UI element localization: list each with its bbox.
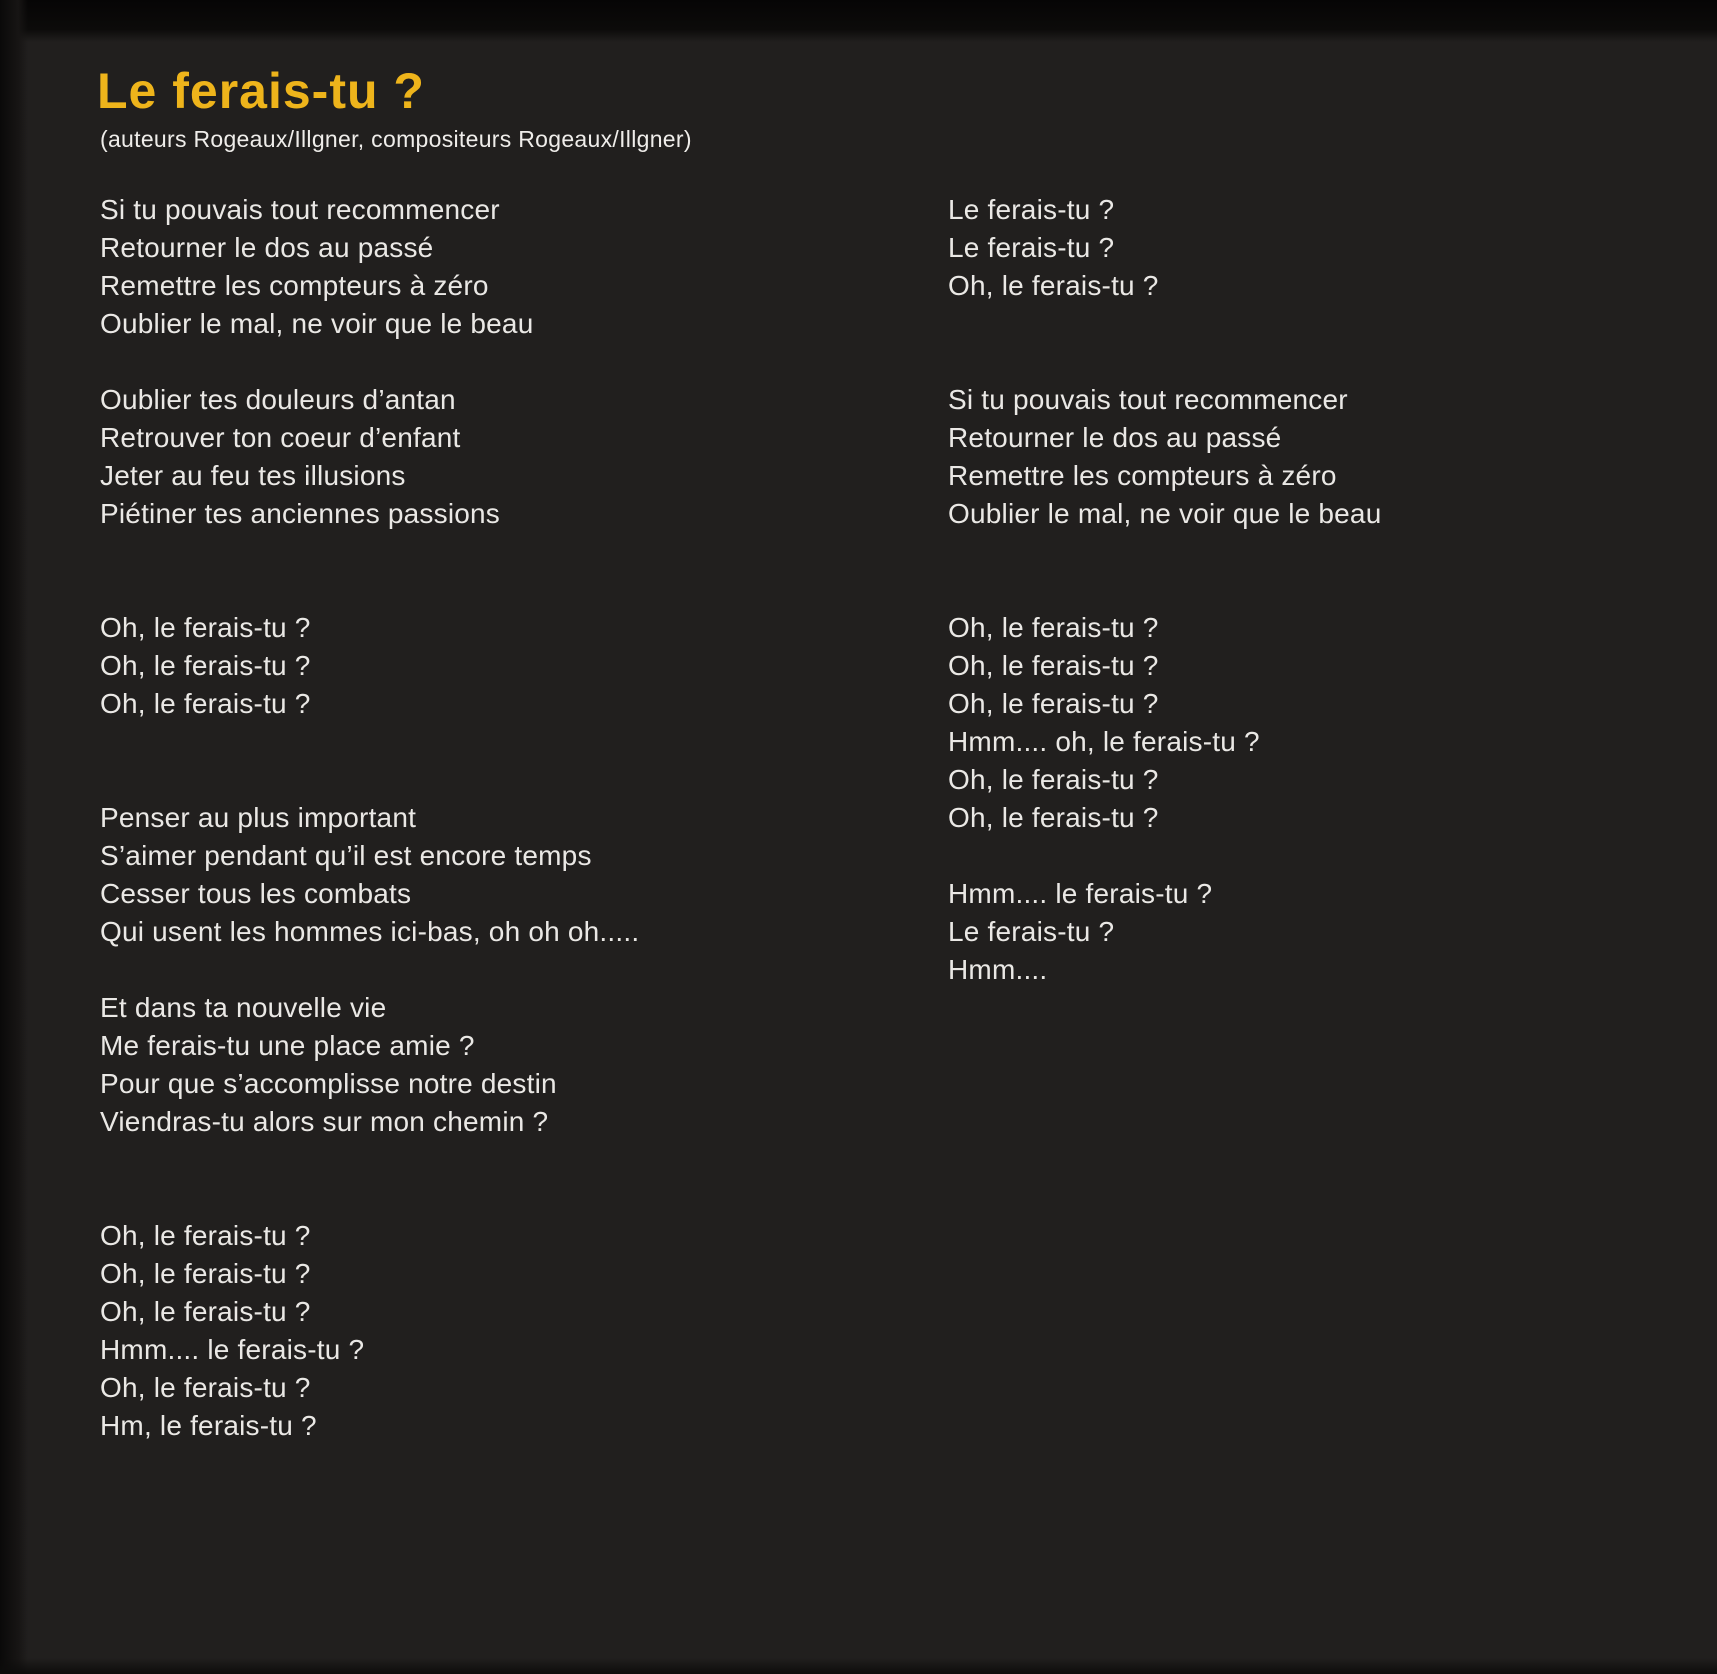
stanza (100, 381, 860, 533)
lyric-line: Piétiner tes anciennes passions (100, 498, 500, 529)
lyric-line: Et dans ta nouvelle vie (100, 992, 387, 1023)
lyric-line: Oh, le ferais-tu ? (948, 612, 1159, 643)
song-title: Le ferais-tu ? (97, 63, 425, 119)
lyric-line: Oublier tes douleurs d’antan (100, 384, 456, 415)
lyric-line: Si tu pouvais tout recommencer (948, 384, 1348, 415)
stanza (100, 609, 860, 723)
lyric-line: Retourner le dos au passé (100, 232, 434, 263)
lyric-line: Oh, le ferais-tu ? (948, 688, 1159, 719)
lyric-line: Le ferais-tu ? (948, 232, 1115, 263)
lyric-line: Remettre les compteurs à zéro (100, 270, 489, 301)
lyrics-column-right (948, 191, 1708, 989)
lyric-line: Qui usent les hommes ici-bas, oh oh oh..... (100, 916, 640, 947)
lyric-line: Viendras-tu alors sur mon chemin ? (100, 1106, 549, 1137)
lyric-line: Penser au plus important (100, 802, 417, 833)
lyric-line: Oh, le ferais-tu ? (100, 1296, 311, 1327)
lyric-line: Pour que s’accomplisse notre destin (100, 1068, 557, 1099)
lyric-line: Oh, le ferais-tu ? (100, 1220, 311, 1251)
scan-edge-left (0, 0, 28, 1674)
song-credits: (auteurs Rogeaux/Illgner, compositeurs Rogeaux/Illgner) (100, 126, 692, 152)
lyric-line: Hmm.... le ferais-tu ? (948, 878, 1213, 909)
lyric-line: Cesser tous les combats (100, 878, 412, 909)
lyric-line: Oh, le ferais-tu ? (948, 764, 1159, 795)
lyric-line: Retrouver ton coeur d’enfant (100, 422, 461, 453)
lyric-line: Oh, le ferais-tu ? (100, 612, 311, 643)
lyrics-column-left (100, 191, 860, 1445)
stanza (948, 609, 1708, 837)
lyric-line: Oh, le ferais-tu ? (100, 1258, 311, 1289)
stanza (100, 1217, 860, 1445)
lyric-line: Jeter au feu tes illusions (100, 460, 406, 491)
scan-edge-top (0, 0, 1717, 42)
lyric-line: Remettre les compteurs à zéro (948, 460, 1337, 491)
lyric-line: Hm, le ferais-tu ? (100, 1410, 317, 1441)
lyric-line: Hmm.... (948, 954, 1048, 985)
stanza (948, 191, 1708, 305)
lyric-line: Hmm.... le ferais-tu ? (100, 1334, 365, 1365)
stanza (948, 381, 1708, 533)
lyric-line: Oublier le mal, ne voir que le beau (948, 498, 1382, 529)
stanza (100, 989, 860, 1141)
lyric-line: S’aimer pendant qu’il est encore temps (100, 840, 592, 871)
scan-edge-bottom (0, 1658, 1717, 1674)
lyric-line: Oublier le mal, ne voir que le beau (100, 308, 534, 339)
lyric-line: Oh, le ferais-tu ? (948, 802, 1159, 833)
stanza (948, 875, 1708, 989)
lyric-line: Oh, le ferais-tu ? (100, 650, 311, 681)
lyric-line: Oh, le ferais-tu ? (100, 1372, 311, 1403)
lyric-line: Le ferais-tu ? (948, 194, 1115, 225)
lyric-line: Oh, le ferais-tu ? (100, 688, 311, 719)
lyric-line: Hmm.... oh, le ferais-tu ? (948, 726, 1260, 757)
stanza (100, 191, 860, 343)
lyric-line: Le ferais-tu ? (948, 916, 1115, 947)
lyric-line: Retourner le dos au passé (948, 422, 1282, 453)
stanza (100, 799, 860, 951)
lyric-line: Si tu pouvais tout recommencer (100, 194, 500, 225)
lyric-line: Me ferais-tu une place amie ? (100, 1030, 475, 1061)
lyric-line: Oh, le ferais-tu ? (948, 270, 1159, 301)
lyric-line: Oh, le ferais-tu ? (948, 650, 1159, 681)
